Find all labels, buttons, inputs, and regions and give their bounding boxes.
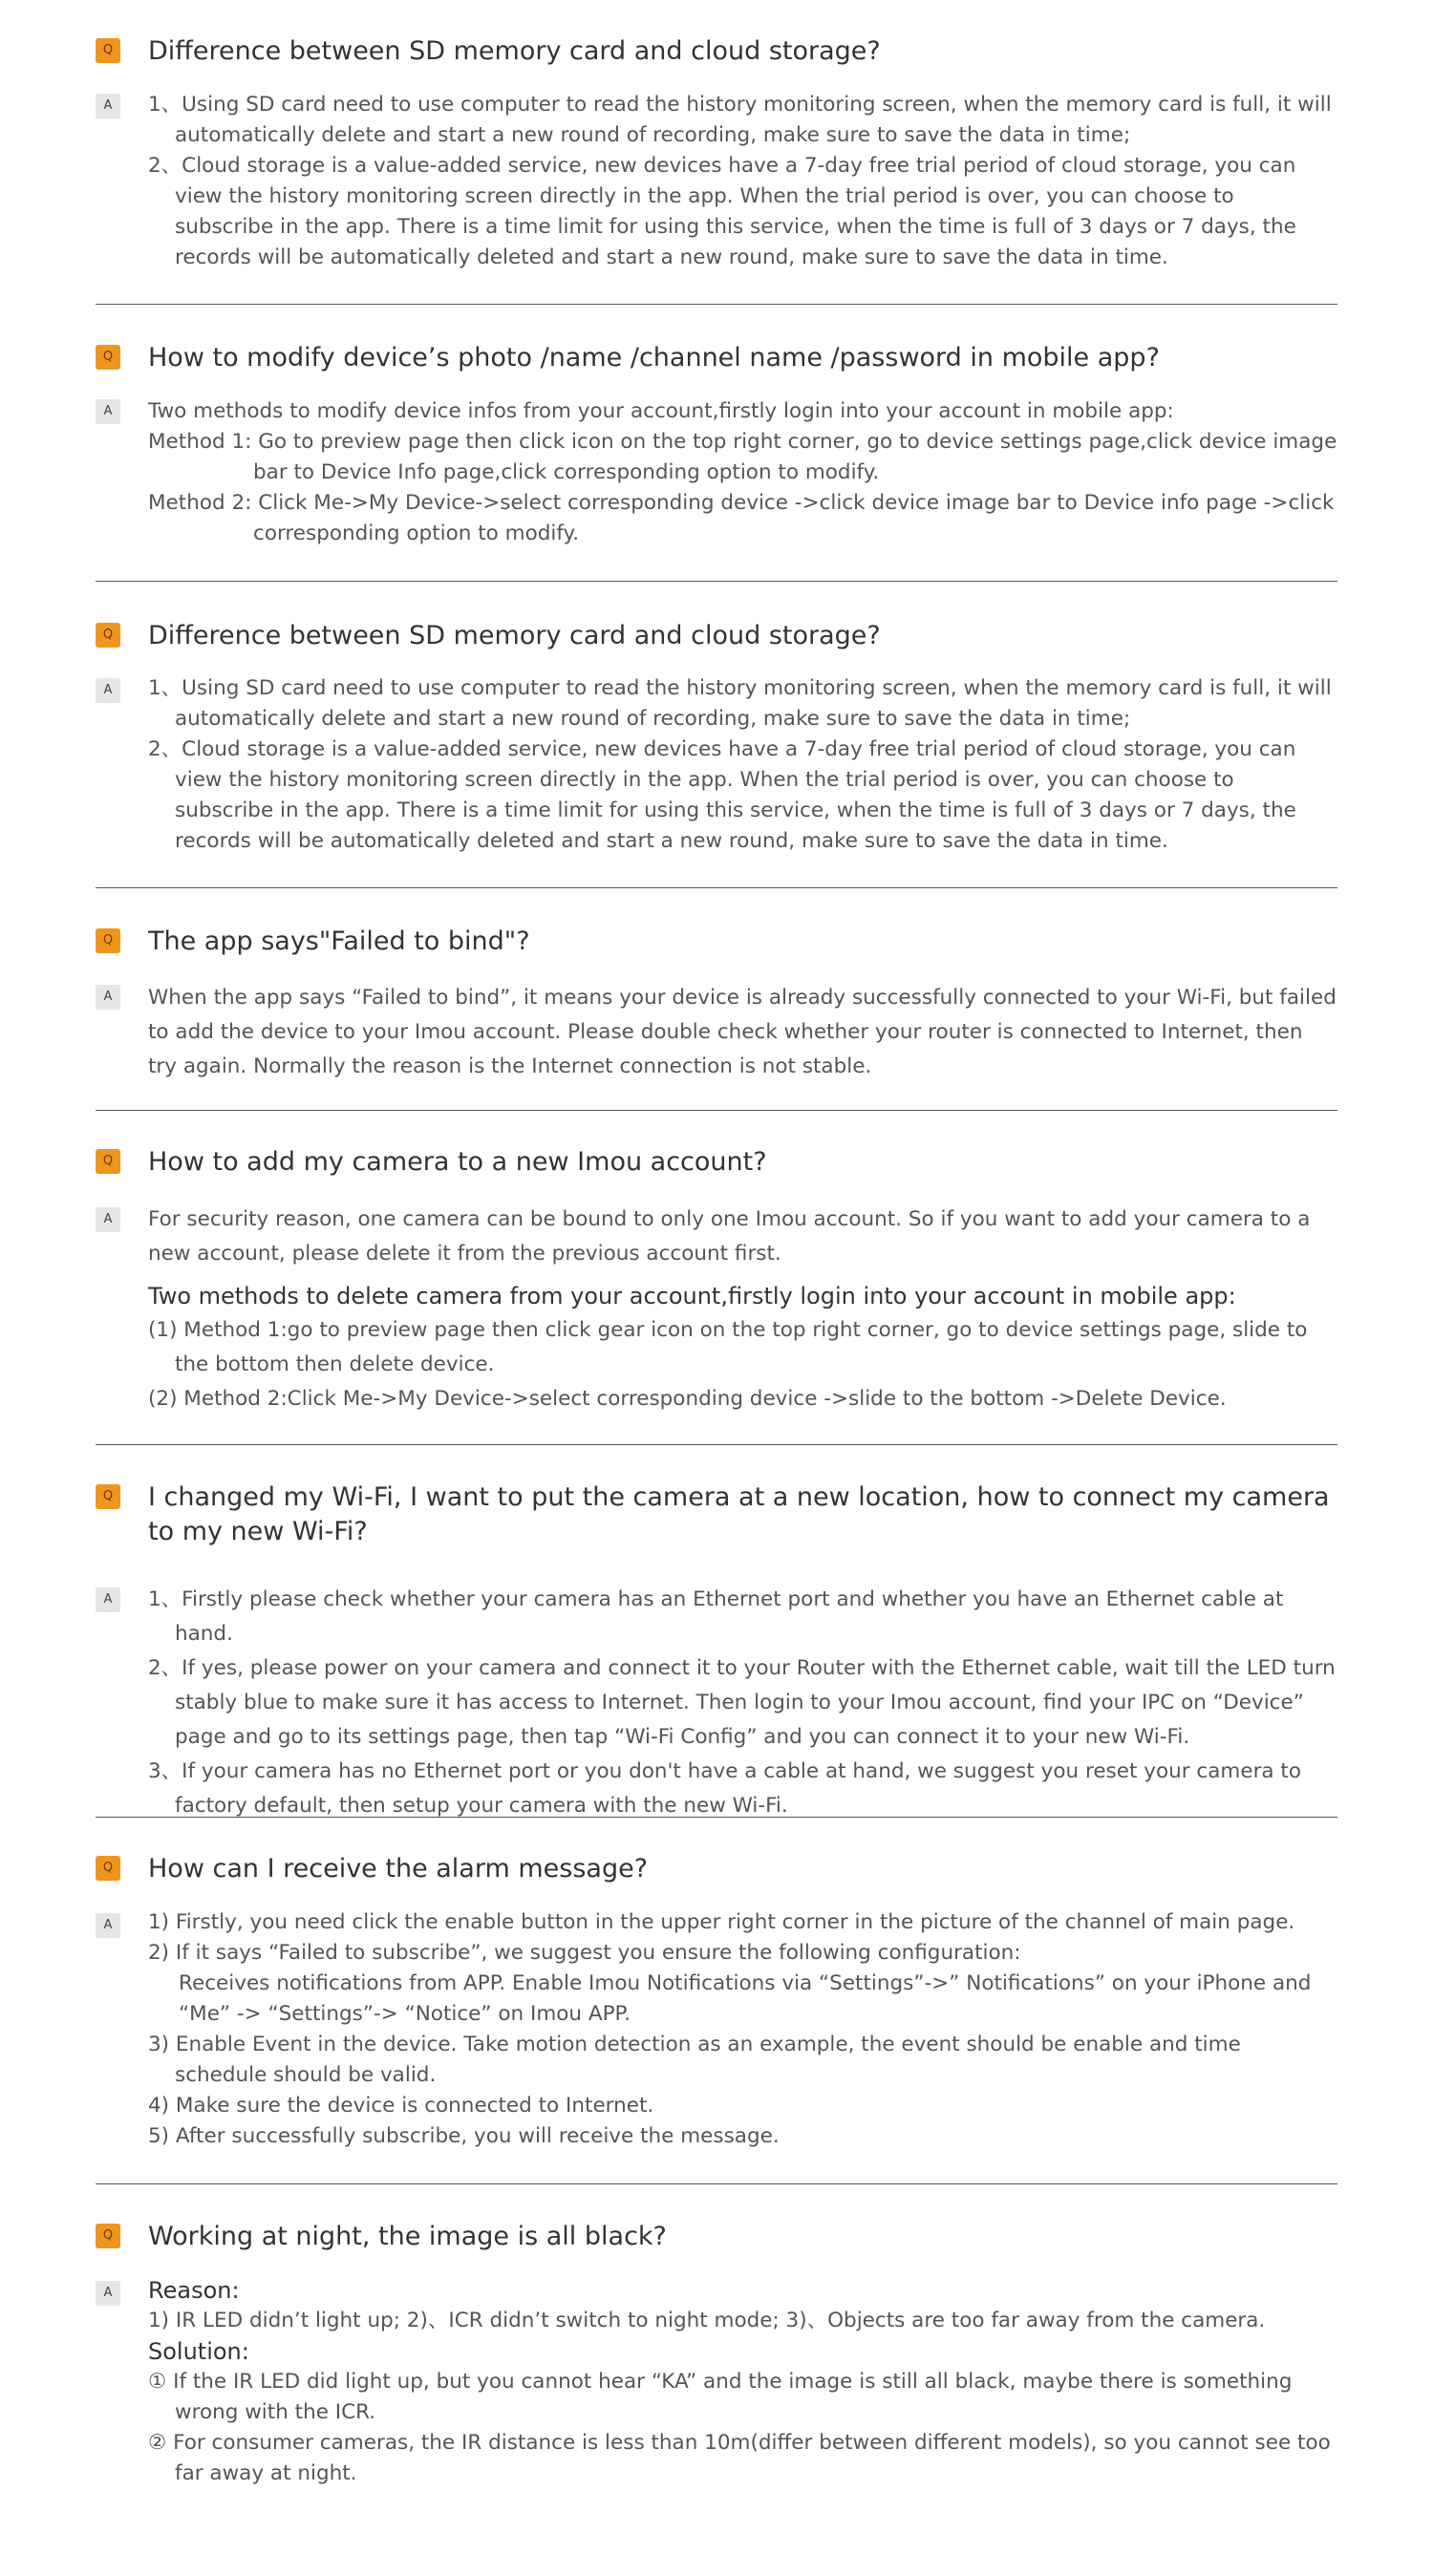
answer-line: When the app says “Failed to bind”, it means your device is already successfully connected to your Wi-Fi, but failed to add the device to your Imou account. Please double check whether your router is connected to Internet, then try again. Normally the reason is the Internet connection is not stable. [148, 986, 1337, 1078]
answer-text [148, 1583, 1337, 1823]
question-icon: Q [96, 928, 120, 953]
answer-icon: A [96, 1913, 120, 1938]
divider [96, 1444, 1337, 1445]
question-row [96, 34, 1337, 73]
answer-icon: A [96, 94, 120, 118]
answer-line: 1) IR LED didn’t light up; 2)、ICR didn’t switch to night mode; 3)、Objects are too far away from the camera. [148, 2309, 1266, 2332]
answer-line: 2、If yes, please power on your camera and connect it to your Router with the Ethernet cable, wait till the LED turn stably blue to make sure it has access to Internet. Then login to your Imou account, find your IPC on “Device” page and go to its settings page, then tap “Wi-Fi Config” and you can connect it to your new Wi-Fi. [148, 1656, 1336, 1749]
faq-item-sd-vs-cloud-repeat [96, 619, 1337, 853]
faq-item-sd-vs-cloud [96, 34, 1337, 269]
divider [96, 887, 1337, 888]
answer-text [148, 1203, 1337, 1416]
answer-line: 3) Enable Event in the device. Take motion detection as an example, the event should be enable and time schedule should be valid. [148, 2033, 1241, 2087]
answer-line: ② For consumer cameras, the IR distance is less than 10m(differ between different models), so you cannot see too far away at night. [148, 2431, 1331, 2485]
answer-line: Method 1: Go to preview page then click icon on the top right corner, go to device settings page,click device image bar to Device Info page,click corresponding option to modify. [148, 430, 1337, 484]
question-row [96, 619, 1337, 657]
answer-line: Solution: [148, 2338, 249, 2365]
answer-line: 2、Cloud storage is a value-added service, new devices have a 7-day free trial period of cloud storage, you can view the history monitoring screen directly in the app. When the trial period is over, you can choose to subscribe in the app. There is a time limit for using this service, when the time is full of 3 days or 7 days, the records will be automatically deleted and start a new round, make sure to save the data in time. [148, 737, 1296, 853]
answer-icon: A [96, 1207, 120, 1232]
answer-line: Reason: [148, 2277, 240, 2304]
answer-line: Receives notifications from APP. Enable Imou Notifications via “Settings”->” Notifications” on your iPhone and “Me” -> “Settings”-> “Notice” on Imou APP. [179, 1971, 1312, 2026]
answer-line: For security reason, one camera can be bound to only one Imou account. So if you want to add your camera to a new account, please delete it from the previous account first. [148, 1207, 1311, 1266]
faq-item-night-black-image [96, 2220, 1337, 2485]
answer-line: (1) Method 1:go to preview page then click gear icon on the top right corner, go to device settings page, slide to the bottom then delete device. [148, 1318, 1308, 1376]
answer-text [148, 2275, 1337, 2489]
answer-icon: A [96, 678, 120, 703]
divider [96, 581, 1337, 582]
question-text: Difference between SD memory card and cloud storage? [148, 36, 881, 66]
divider [96, 304, 1337, 305]
faq-item-failed-to-bind [96, 925, 1337, 1078]
answer-line: 2) If it says “Failed to subscribe”, we suggest you ensure the following configuration: [148, 1941, 1021, 1965]
answer-line: 1、Using SD card need to use computer to read the history monitoring screen, when the memory card is full, it will automatically delete and start a new round of recording, make sure to save the data in time; [148, 93, 1332, 147]
answer-line: 1、Firstly please check whether your camera has an Ethernet port and whether you have an Ethernet cable at hand. [148, 1587, 1284, 1646]
answer-line: 2、Cloud storage is a value-added service, new devices have a 7-day free trial period of cloud storage, you can view the history monitoring screen directly in the app. When the trial period is over, you can choose to subscribe in the app. There is a time limit for using this service, when the time is full of 3 days or 7 days, the records will be automatically deleted and start a new round, make sure to save the data in time. [148, 154, 1296, 269]
question-row [96, 925, 1337, 963]
question-text: How to add my camera to a new Imou account? [148, 1147, 767, 1177]
answer-line: (2) Method 2:Click Me->My Device->select corresponding device ->slide to the bottom ->Delete Device. [148, 1387, 1227, 1411]
answer-text [148, 396, 1337, 549]
answer-line: Two methods to modify device infos from your account,firstly login into your account in mobile app: [148, 399, 1174, 423]
question-icon: Q [96, 2224, 120, 2248]
answer-line: ① If the IR LED did light up, but you cannot hear “KA” and the image is still all black, maybe there is something wrong with the ICR. [148, 2370, 1293, 2424]
divider [96, 1817, 1337, 1818]
faq-item-modify-device-info [96, 341, 1337, 545]
question-text: How to modify device’s photo /name /channel name /password in mobile app? [148, 343, 1160, 373]
divider [96, 2183, 1337, 2184]
answer-line: Method 2: Click Me->My Device->select corresponding device ->click device image bar to Device info page ->click corresponding option to modify. [148, 491, 1335, 545]
question-text: Working at night, the image is all black? [148, 2222, 667, 2251]
answer-line: 1、Using SD card need to use computer to read the history monitoring screen, when the memory card is full, it will automatically delete and start a new round of recording, make sure to save the data in time; [148, 676, 1332, 731]
question-row [96, 1480, 1337, 1546]
question-row [96, 2220, 1337, 2258]
answer-icon: A [96, 985, 120, 1010]
question-icon: Q [96, 345, 120, 370]
answer-icon: A [96, 2281, 120, 2306]
question-row [96, 1852, 1337, 1890]
question-row [96, 1145, 1337, 1183]
answer-line: 4) Make sure the device is connected to Internet. [148, 2094, 654, 2118]
answer-text [148, 90, 1337, 273]
question-text: Difference between SD memory card and cloud storage? [148, 621, 881, 650]
faq-item-change-wifi [96, 1480, 1337, 1818]
answer-line: Two methods to delete camera from your account,firstly login into your account in mobile app: [148, 1283, 1236, 1309]
question-row [96, 341, 1337, 379]
question-icon: Q [96, 38, 120, 63]
question-icon: Q [96, 1484, 120, 1509]
answer-icon: A [96, 399, 120, 424]
faq-item-add-camera-new-account [96, 1145, 1337, 1411]
answer-line: 5) After successfully subscribe, you will receive the message. [148, 2124, 780, 2148]
answer-line: 3、If your camera has no Ethernet port or you don't have a cable at hand, we suggest you reset your camera to factory default, then setup your camera with the new Wi-Fi. [148, 1759, 1302, 1818]
faq-item-alarm-message [96, 1852, 1337, 2148]
divider [96, 1110, 1337, 1111]
answer-text [148, 981, 1337, 1084]
question-icon: Q [96, 623, 120, 648]
question-text: How can I receive the alarm message? [148, 1854, 649, 1884]
question-text: The app says"Failed to bind"? [148, 926, 530, 956]
answer-text [148, 673, 1337, 857]
question-text: I changed my Wi-Fi, I want to put the camera at a new location, how to connect my camera to my new Wi-Fi? [148, 1482, 1330, 1546]
question-icon: Q [96, 1149, 120, 1174]
answer-icon: A [96, 1587, 120, 1612]
question-icon: Q [96, 1856, 120, 1881]
answer-line: 1) Firstly, you need click the enable button in the upper right corner in the picture of the channel of main page. [148, 1910, 1295, 1934]
answer-text [148, 1907, 1337, 2152]
